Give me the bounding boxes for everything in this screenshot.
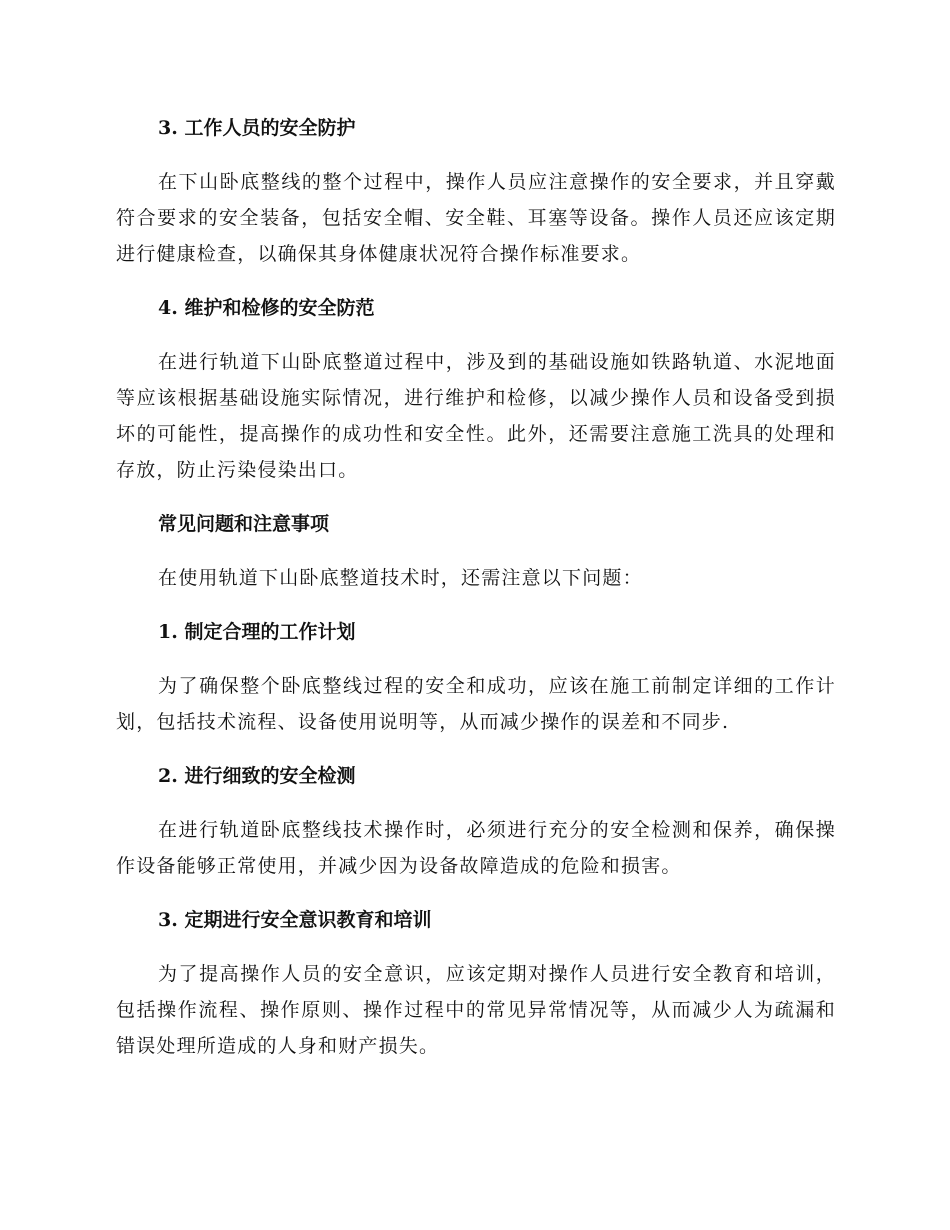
- paragraph-worker-safety: 在下山卧底整线的整个过程中，操作人员应注意操作的安全要求，并且穿戴符合要求的安全装备，包括安全帽、安全鞋、耳塞等设备。操作人员还应该定期进行健康检查，以确保其身体健康状况符合操作标准要求。: [116, 171, 836, 265]
- section-heading-work-plan: 1. 制定合理的工作计划: [158, 621, 356, 643]
- section-heading-common-issues: 常见问题和注意事项: [158, 513, 330, 535]
- paragraph-safety-inspection: 在进行轨道卧底整线技术操作时，必须进行充分的安全检测和保养，确保操作设备能够正常使用，并减少因为设备故障造成的危险和损害。: [116, 819, 836, 877]
- section-heading-training: 3. 定期进行安全意识教育和培训: [158, 909, 432, 931]
- section-heading-safety-inspection: 2. 进行细致的安全检测: [158, 765, 356, 787]
- section-heading-maintenance: 4. 维护和检修的安全防范: [158, 297, 375, 319]
- paragraph-work-plan: 为了确保整个卧底整线过程的安全和成功，应该在施工前制定详细的工作计划，包括技术流程、设备使用说明等，从而减少操作的误差和不同步.: [116, 675, 836, 733]
- section-heading-worker-safety: 3. 工作人员的安全防护: [158, 117, 356, 139]
- document-page: [116, 110, 836, 1064]
- paragraph-common-issues-intro: 在使用轨道下山卧底整道技术时，还需注意以下问题：: [158, 567, 643, 589]
- paragraph-maintenance: 在进行轨道下山卧底整道过程中，涉及到的基础设施如铁路轨道、水泥地面等应该根据基础设施实际情况，进行维护和检修，以减少操作人员和设备受到损坏的可能性，提高操作的成功性和安全性。此外，还需要注意施工洗具的处理和存放，防止污染侵染出口。: [116, 351, 836, 481]
- paragraph-training: 为了提高操作人员的安全意识，应该定期对操作人员进行安全教育和培训，包括操作流程、操作原则、操作过程中的常见异常情况等，从而减少人为疏漏和错误处理所造成的人身和财产损失。: [116, 963, 836, 1057]
